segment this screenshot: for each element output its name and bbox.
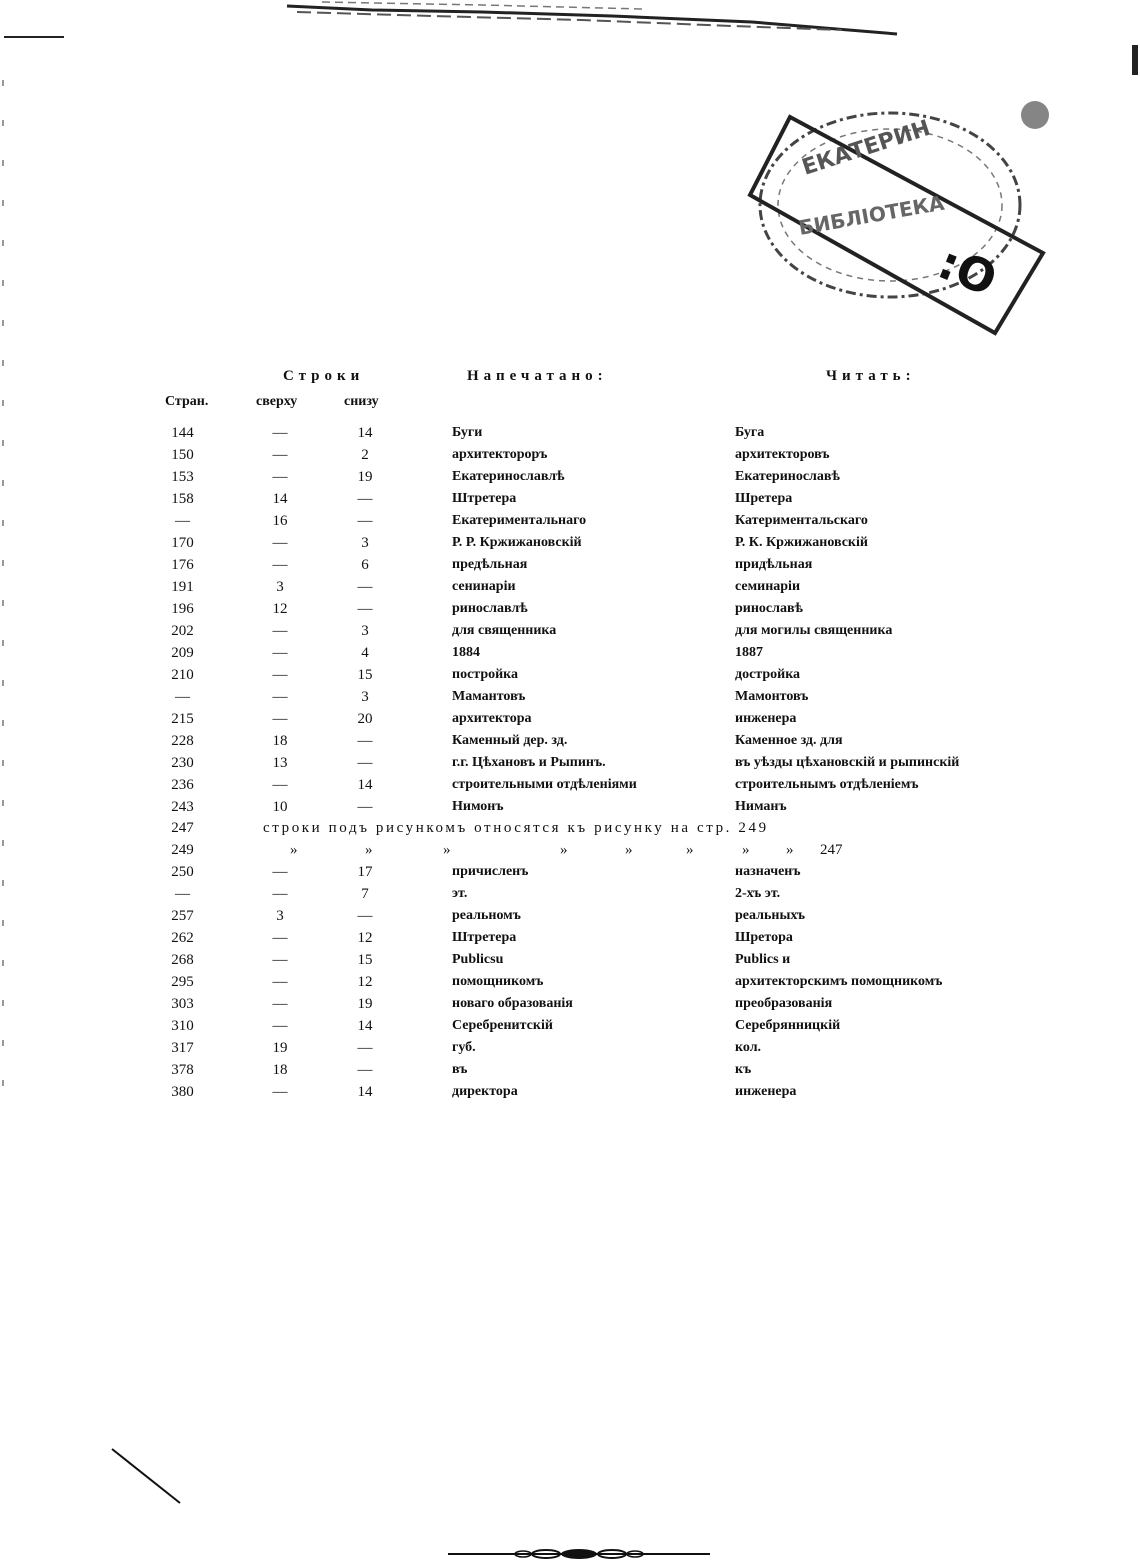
- from-bottom-cell: 14: [357, 1084, 373, 1100]
- from-top-cell: —: [272, 996, 288, 1012]
- page-cell: 191: [171, 579, 194, 595]
- from-top-cell: 12: [272, 601, 288, 617]
- ditto-mark: »: [786, 842, 794, 858]
- table-row: [0, 974, 1140, 996]
- printed-cell: Нимонъ: [452, 799, 504, 814]
- read-cell: къ: [735, 1062, 752, 1077]
- printed-cell: г.г. Цѣхановъ и Рыпинъ.: [452, 755, 606, 770]
- table-row: [0, 535, 1140, 557]
- header-printed: Напечатано:: [467, 368, 608, 384]
- ditto-mark: »: [365, 842, 373, 858]
- read-cell: Шретера: [735, 491, 793, 506]
- note-page: 249: [171, 842, 194, 858]
- read-cell: придѣльная: [735, 557, 813, 572]
- note-ref-page: 247: [820, 842, 843, 858]
- from-bottom-cell: 14: [357, 1018, 373, 1034]
- read-cell: Шретора: [735, 930, 793, 945]
- read-cell: архитекторовъ: [735, 447, 830, 462]
- from-bottom-cell: —: [357, 1062, 373, 1078]
- ditto-mark: »: [443, 842, 451, 858]
- printed-cell: реальномъ: [452, 908, 521, 923]
- page-cell: 209: [171, 645, 194, 661]
- printed-cell: для священника: [452, 623, 557, 638]
- read-cell: инженера: [735, 1084, 797, 1099]
- page-cell: 380: [171, 1084, 194, 1100]
- from-bottom-cell: 17: [357, 864, 373, 880]
- svg-text:БИБЛІОТЕКА: БИБЛІОТЕКА: [796, 190, 947, 240]
- header-read: Читать:: [826, 368, 916, 384]
- from-bottom-cell: 14: [357, 777, 373, 793]
- page-cell: 196: [171, 601, 194, 617]
- from-top-cell: —: [272, 469, 288, 485]
- from-top-cell: 16: [272, 513, 288, 529]
- read-cell: архитекторскимъ помощникомъ: [735, 974, 943, 989]
- note-row-247: [0, 820, 1140, 842]
- page-cell: —: [175, 513, 190, 529]
- from-top-cell: —: [272, 952, 288, 968]
- from-top-cell: —: [272, 645, 288, 661]
- printed-cell: сенинаріи: [452, 579, 516, 594]
- read-cell: ринославѣ: [735, 601, 803, 616]
- from-top-cell: —: [272, 864, 288, 880]
- from-top-cell: 13: [272, 755, 288, 771]
- from-top-cell: 18: [272, 733, 288, 749]
- svg-text::О: :О: [930, 235, 1005, 307]
- from-bottom-cell: 2: [361, 447, 369, 463]
- read-cell: 2-хъ эт.: [735, 886, 781, 901]
- table-row: [0, 864, 1140, 886]
- table-row: [0, 1040, 1140, 1062]
- from-top-cell: 3: [276, 908, 284, 924]
- read-cell: назначенъ: [735, 864, 801, 879]
- corner-pencil-mark: [110, 1445, 190, 1505]
- table-row: [0, 733, 1140, 755]
- page-cell: 317: [171, 1040, 194, 1056]
- from-top-cell: 10: [272, 799, 288, 815]
- from-top-cell: —: [272, 1018, 288, 1034]
- from-bottom-cell: 20: [357, 711, 373, 727]
- from-bottom-cell: 4: [361, 645, 369, 661]
- top-ink-smudge: [282, 0, 902, 40]
- read-cell: инженера: [735, 711, 797, 726]
- from-top-cell: 3: [276, 579, 284, 595]
- page-cell: 250: [171, 864, 194, 880]
- page-cell: —: [175, 689, 190, 705]
- header-lines-group: Строки: [283, 368, 365, 384]
- right-edge-mark: [1132, 45, 1138, 75]
- header-page: Стран.: [165, 394, 209, 409]
- table-row: [0, 996, 1140, 1018]
- table-row: [0, 711, 1140, 733]
- printed-cell: директора: [452, 1084, 518, 1099]
- table-row: [0, 799, 1140, 821]
- from-top-cell: —: [272, 777, 288, 793]
- page-cell: 262: [171, 930, 194, 946]
- page-cell: 144: [171, 425, 194, 441]
- from-bottom-cell: 15: [357, 667, 373, 683]
- header-from-top: сверху: [256, 394, 298, 409]
- printed-cell: Екатеринославлѣ: [452, 469, 565, 484]
- from-top-cell: —: [272, 535, 288, 551]
- read-cell: Publics и: [735, 952, 791, 967]
- table-row: [0, 1062, 1140, 1084]
- from-top-cell: 18: [272, 1062, 288, 1078]
- printed-cell: 1884: [452, 645, 480, 660]
- printed-cell: ринославлѣ: [452, 601, 528, 616]
- printed-cell: Р. Р. Кржижановскій: [452, 535, 582, 550]
- from-bottom-cell: —: [357, 1040, 373, 1056]
- ditto-mark: »: [290, 842, 298, 858]
- page-cell: 215: [171, 711, 194, 727]
- table-row: [0, 1084, 1140, 1106]
- from-bottom-cell: 14: [357, 425, 373, 441]
- from-bottom-cell: 7: [361, 886, 369, 902]
- read-cell: въ уѣзды цѣхановскій и рыпинскій: [735, 755, 960, 770]
- from-top-cell: —: [272, 1084, 288, 1100]
- page-cell: 176: [171, 557, 194, 573]
- printed-cell: постройка: [452, 667, 519, 682]
- from-top-cell: —: [272, 623, 288, 639]
- read-cell: достройка: [735, 667, 801, 682]
- from-top-cell: —: [272, 557, 288, 573]
- library-stamp: [745, 95, 1065, 345]
- read-cell: 1887: [735, 645, 763, 660]
- page-cell: —: [175, 886, 190, 902]
- from-top-cell: 19: [272, 1040, 288, 1056]
- left-margin-rule: [4, 36, 64, 38]
- table-row: [0, 469, 1140, 491]
- page-cell: 295: [171, 974, 194, 990]
- table-row: [0, 952, 1140, 974]
- page-cell: 243: [171, 799, 194, 815]
- printed-cell: Серебренитскій: [452, 1018, 553, 1033]
- printed-cell: архитектора: [452, 711, 532, 726]
- read-cell: семинаріи: [735, 579, 801, 594]
- printed-cell: предѣльная: [452, 557, 528, 572]
- from-top-cell: —: [272, 689, 288, 705]
- from-bottom-cell: —: [357, 755, 373, 771]
- from-top-cell: —: [272, 711, 288, 727]
- table-row: [0, 667, 1140, 689]
- from-bottom-cell: —: [357, 491, 373, 507]
- table-row: [0, 689, 1140, 711]
- from-top-cell: —: [272, 886, 288, 902]
- page-cell: 310: [171, 1018, 194, 1034]
- printed-cell: Буги: [452, 425, 483, 440]
- table-row: [0, 777, 1140, 799]
- from-top-cell: —: [272, 930, 288, 946]
- from-bottom-cell: 12: [357, 930, 373, 946]
- printed-cell: Екатериментальнаго: [452, 513, 587, 528]
- read-cell: строительнымъ отдѣленіемъ: [735, 777, 919, 792]
- table-row: [0, 425, 1140, 447]
- end-ornament: [448, 1546, 710, 1562]
- read-cell: Серебрянницкій: [735, 1018, 841, 1033]
- table-row: [0, 447, 1140, 469]
- read-cell: Ниманъ: [735, 799, 787, 814]
- from-top-cell: —: [272, 667, 288, 683]
- printed-cell: строительными отдѣленіями: [452, 777, 637, 792]
- from-bottom-cell: —: [357, 908, 373, 924]
- page-cell: 202: [171, 623, 194, 639]
- printed-cell: помощникомъ: [452, 974, 544, 989]
- printed-cell: причисленъ: [452, 864, 529, 879]
- printed-cell: Мамантовъ: [452, 689, 526, 704]
- table-row: [0, 557, 1140, 579]
- table-row: [0, 1018, 1140, 1040]
- from-bottom-cell: —: [357, 601, 373, 617]
- printed-cell: новаго образованія: [452, 996, 573, 1011]
- from-top-cell: 14: [272, 491, 288, 507]
- table-row: [0, 908, 1140, 930]
- read-cell: Каменное зд. для: [735, 733, 843, 748]
- ditto-mark: »: [625, 842, 633, 858]
- read-cell: Р. К. Кржижановскій: [735, 535, 868, 550]
- printed-cell: Штретера: [452, 491, 517, 506]
- page-cell: 230: [171, 755, 194, 771]
- table-row: [0, 623, 1140, 645]
- page-cell: 236: [171, 777, 194, 793]
- from-top-cell: —: [272, 447, 288, 463]
- table-row: [0, 579, 1140, 601]
- page-cell: 210: [171, 667, 194, 683]
- from-bottom-cell: 3: [361, 623, 369, 639]
- from-bottom-cell: —: [357, 733, 373, 749]
- from-bottom-cell: 15: [357, 952, 373, 968]
- page-cell: 378: [171, 1062, 194, 1078]
- page-cell: 268: [171, 952, 194, 968]
- read-cell: Буга: [735, 425, 765, 440]
- page-cell: 303: [171, 996, 194, 1012]
- page-cell: 153: [171, 469, 194, 485]
- read-cell: Екатеринославѣ: [735, 469, 840, 484]
- page-cell: 150: [171, 447, 194, 463]
- table-row: [0, 930, 1140, 952]
- ditto-mark: »: [686, 842, 694, 858]
- page-cell: 257: [171, 908, 194, 924]
- from-bottom-cell: —: [357, 579, 373, 595]
- ditto-mark: »: [742, 842, 750, 858]
- table-row: [0, 755, 1140, 777]
- note-row-249: [0, 842, 1140, 864]
- page-cell: 170: [171, 535, 194, 551]
- from-bottom-cell: 19: [357, 996, 373, 1012]
- read-cell: Катериментальскаго: [735, 513, 868, 528]
- note-text: строки подъ рисункомъ относятся къ рисунку на стр. 249: [263, 820, 769, 836]
- from-bottom-cell: 3: [361, 535, 369, 551]
- printed-cell: архитектороръ: [452, 447, 548, 462]
- printed-cell: Каменный дер. зд.: [452, 733, 568, 748]
- printed-cell: губ.: [452, 1040, 476, 1055]
- page-cell: 228: [171, 733, 194, 749]
- from-bottom-cell: 3: [361, 689, 369, 705]
- printed-cell: въ: [452, 1062, 468, 1077]
- table-row: [0, 645, 1140, 667]
- table-row: [0, 513, 1140, 535]
- header-from-bottom: снизу: [344, 394, 379, 409]
- from-bottom-cell: 6: [361, 557, 369, 573]
- read-cell: преобразованія: [735, 996, 833, 1011]
- printed-cell: Publicsu: [452, 952, 504, 967]
- read-cell: Мамонтовъ: [735, 689, 809, 704]
- note-page: 247: [171, 820, 194, 836]
- printed-cell: Штретера: [452, 930, 517, 945]
- table-row: [0, 491, 1140, 513]
- page-cell: 158: [171, 491, 194, 507]
- printed-cell: эт.: [452, 886, 468, 901]
- from-bottom-cell: —: [357, 513, 373, 529]
- read-cell: для могилы священника: [735, 623, 893, 638]
- from-bottom-cell: —: [357, 799, 373, 815]
- table-row: [0, 601, 1140, 623]
- from-bottom-cell: 19: [357, 469, 373, 485]
- from-top-cell: —: [272, 425, 288, 441]
- read-cell: кол.: [735, 1040, 762, 1055]
- table-row: [0, 886, 1140, 908]
- svg-text:ЕКАТЕРИН: ЕКАТЕРИН: [799, 115, 934, 181]
- ditto-mark: »: [560, 842, 568, 858]
- read-cell: реальныхъ: [735, 908, 806, 923]
- from-bottom-cell: 12: [357, 974, 373, 990]
- from-top-cell: —: [272, 974, 288, 990]
